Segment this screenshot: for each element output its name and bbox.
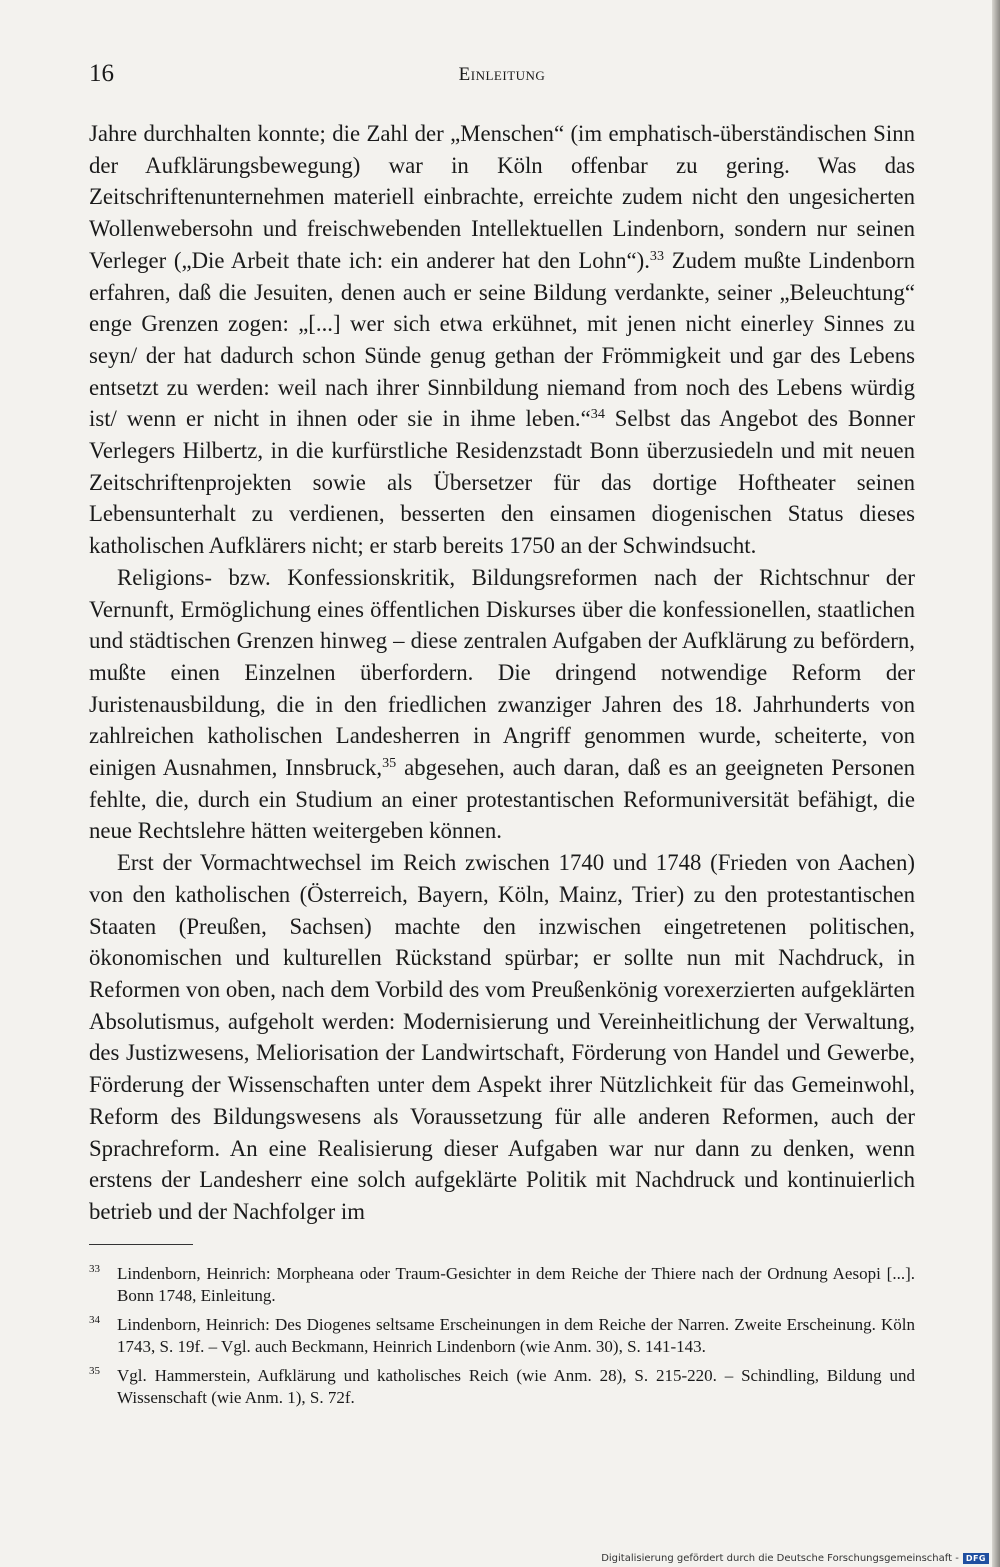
credit-text: Digitalisierung gefördert durch die Deutsche Forschungsgemeinschaft -: [601, 1553, 959, 1564]
footnote-text: Lindenborn, Heinrich: Des Diogenes seltsame Erscheinungen in dem Reiche der Narren. Zweite Erscheinung. Köln 1743, S. 19f. – Vgl. auch Beckmann, Heinrich Lindenborn (wie Anm. 30), S. 141-143.: [117, 1314, 915, 1357]
footnote-number: 33: [89, 1262, 100, 1275]
footnote-reference[interactable]: 33: [649, 248, 665, 265]
footnote: [89, 1263, 915, 1308]
footnote: [89, 1314, 915, 1359]
dfg-logo: DFG: [963, 1553, 989, 1564]
page-number: 16: [89, 60, 114, 87]
footnote-reference[interactable]: 35: [382, 755, 397, 772]
footnote-text: Vgl. Hammerstein, Aufklärung und katholisches Reich (wie Anm. 28), S. 215-220. – Schindling, Bildung und Wissenschaft (wie Anm. 1), S. 72f.: [117, 1365, 915, 1408]
paragraph: [89, 847, 915, 1227]
footnote-divider: [89, 1244, 193, 1245]
footnotes: [89, 1263, 915, 1410]
paragraph: [89, 118, 915, 562]
chapter-title: Einleitung: [458, 64, 546, 85]
paragraph-text: Religions- bzw. Konfessionskritik, Bildungsreformen nach der Richtschnur der Vernunft, Ermöglichung eines öffentlichen Diskurses über die konfessionellen, staatlichen und städtischen Grenzen hinweg – diese zentralen Aufgaben der Aufklärung zu befördern, mußte einen Einzelnen überfordern. Die dringend notwendige Reform der Juristenausbildung, die in den friedlichen zwanziger Jahren des 18. Jahrhunderts von zahlreichen katholischen Landesherren in Angriff genommen wurde, scheiterte, von einigen Ausnahmen, Innsbruck,: [89, 564, 915, 781]
paragraph-text: Selbst das Angebot des Bonner Verlegers Hilbertz, in die kurfürstliche Residenzstadt Bonn überzusiedeln und mit neuen Zeitschriftenprojekten sowie als Übersetzer für das dortige Hoftheater seinen Lebensunterhalt zu verdienen, besserten den einsamen diogenischen Status dieses katholischen Aufklärers nicht; er starb bereits 1750 an der Schwindsucht.: [89, 406, 915, 559]
paragraph-text: Jahre durchhalten konnte; die Zahl der „Menschen“ (im emphatisch-überständischen Sinn der Aufklärungsbewegung) war in Köln offenbar zu gering. Was das Zeitschriftenunternehmen materiell einbrachte, erreichte zudem nicht den ungesicherten Wollenwebersohn und freischwebenden Intellektuellen Lindenborn, sondern nur seinen Verleger („Die Arbeit thate ich: ein anderer hat den Lohn“).: [89, 121, 915, 273]
footnote-text: Lindenborn, Heinrich: Morpheana oder Traum-Gesichter in dem Reiche der Thiere nach der Ordnung Aesopi [...]. Bonn 1748, Einleitung.: [117, 1263, 915, 1306]
paragraph-text: Zudem mußte Lindenborn erfahren, daß die Jesuiten, denen auch er seine Bildung verdankte, seiner „Beleuchtung“ enge Grenzen zogen: „[...] wer sich etwa erkühnet, mit jenen nicht einerley Sinnes zu seyn/ der hat dadurch schon Sünde genug gethan der Frömmigkeit und gar des Lebens entsetzt zu werden: weil nach ihrer Sinnbildung niemand from noch des Lebens würdig ist/ wenn er nicht in ihnen oder sie in ihme leben.“: [89, 247, 916, 432]
footnote-number: 34: [89, 1313, 100, 1326]
footnote-reference[interactable]: 34: [590, 406, 605, 423]
paragraph: [89, 562, 915, 847]
body-text: [89, 118, 915, 1228]
digitization-credit: [601, 1553, 989, 1564]
paragraph-text: abgesehen, auch daran, daß es an geeigneten Personen fehlte, die, durch ein Studium an einer protestantischen Reformuniversität befähigt, die neue Rechtslehre hätten weitergeben können.: [89, 755, 915, 844]
footnote: [89, 1365, 915, 1410]
page-edge-shadow: [992, 0, 1000, 1567]
footnote-number: 35: [89, 1364, 100, 1377]
book-page: [89, 56, 915, 1416]
running-head: [89, 56, 915, 96]
paragraph-text: Erst der Vormachtwechsel im Reich zwischen 1740 und 1748 (Frieden von Aachen) von den katholischen (Österreich, Bayern, Köln, Mainz, Trier) zu den protestantischen Staaten (Preußen, Sachsen) machte den inzwischen eingetretenen politischen, ökonomischen und kulturellen Rückstand spürbar; er sollte nun mit Nachdruck, in Reformen von oben, nach dem Vorbild des vom Preußenkönig vorexerzierten aufgeklärten Absolutismus, aufgeholt werden: Modernisierung und Vereinheitlichung der Verwaltung, des Justizwesens, Meliorisation der Landwirtschaft, Förderung von Handel und Gewerbe, Förderung der Wissenschaften unter dem Aspekt ihrer Nützlichkeit für das Gemeinwohl, Reform des Bildungswesens als Voraussetzung für alle anderen Reformen, auch der Sprachreform. An eine Realisierung dieser Aufgaben war nur dann zu denken, wenn erstens der Landesherr eine solch aufgeklärte Politik mit Nachdruck und kontinuierlich betrieb und der Nachfolger im: [89, 850, 915, 1224]
